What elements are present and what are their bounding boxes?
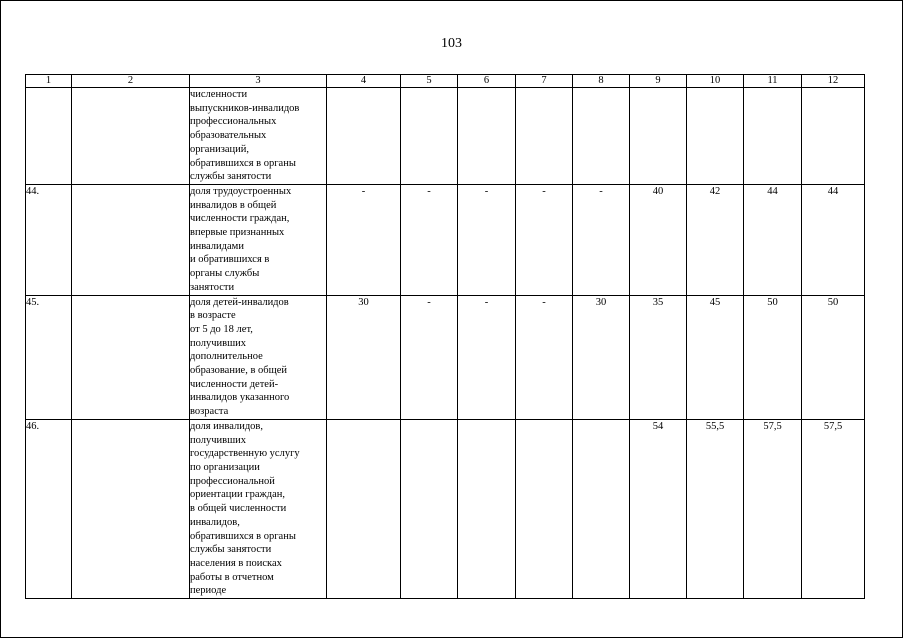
value-cell: - xyxy=(458,295,516,419)
description-line: работы в отчетном xyxy=(190,571,274,583)
indicator-description-cell xyxy=(190,184,327,295)
table-row xyxy=(26,184,865,295)
description-line: от 5 до 18 лет, xyxy=(190,323,253,335)
description-line: образовательных xyxy=(190,130,267,142)
column-header: 12 xyxy=(802,75,865,88)
description-line: в общей численности xyxy=(190,503,287,515)
value-cell xyxy=(573,88,630,185)
value-cell: 44 xyxy=(744,184,802,295)
column-header: 1 xyxy=(26,75,72,88)
column-header: 2 xyxy=(72,75,190,88)
row-number-cell xyxy=(26,88,72,185)
description-line: профессиональной xyxy=(190,475,275,487)
description-line: численности xyxy=(190,89,248,100)
description-line: инвалидами xyxy=(190,240,244,252)
description-line: получивших xyxy=(190,337,247,349)
description-line: дополнительное xyxy=(190,351,263,363)
value-cell: 30 xyxy=(573,295,630,419)
value-cell: 30 xyxy=(327,295,401,419)
column-header: 5 xyxy=(401,75,458,88)
description-line: профессиональных xyxy=(190,116,277,128)
value-cell xyxy=(327,88,401,185)
table-body xyxy=(26,88,865,599)
value-cell: - xyxy=(516,184,573,295)
description-line: в возрасте xyxy=(190,310,236,322)
value-cell xyxy=(630,88,687,185)
column-header: 8 xyxy=(573,75,630,88)
value-cell xyxy=(327,419,401,598)
value-cell: - xyxy=(573,184,630,295)
column-header: 9 xyxy=(630,75,687,88)
description-line: ориентации граждан, xyxy=(190,489,285,501)
description-line: организаций, xyxy=(190,143,249,155)
column-2-cell xyxy=(72,88,190,185)
description-line: выпускников-инвалидов xyxy=(190,102,300,114)
value-cell xyxy=(401,88,458,185)
value-cell: 54 xyxy=(630,419,687,598)
table-row xyxy=(26,295,865,419)
description-line: доля трудоустроенных xyxy=(190,185,292,197)
value-cell: 55,5 xyxy=(687,419,744,598)
table-row xyxy=(26,419,865,598)
value-cell xyxy=(516,419,573,598)
row-number-cell: 46. xyxy=(26,419,72,598)
description-line: по организации xyxy=(190,461,260,473)
column-header: 3 xyxy=(190,75,327,88)
description-line: обратившихся в органы xyxy=(190,530,296,542)
value-cell: - xyxy=(327,184,401,295)
row-number-cell: 45. xyxy=(26,295,72,419)
value-cell: 50 xyxy=(802,295,865,419)
indicators-table xyxy=(25,74,865,599)
indicator-description-cell xyxy=(190,88,327,185)
description-line: впервые признанных xyxy=(190,227,285,239)
description-line: и обратившихся в xyxy=(190,254,270,266)
description-line: инвалидов, xyxy=(190,516,240,528)
value-cell: 57,5 xyxy=(802,419,865,598)
value-cell: 57,5 xyxy=(744,419,802,598)
description-line: доля инвалидов, xyxy=(190,420,263,432)
description-line: занятости xyxy=(190,281,235,293)
description-line: численности детей- xyxy=(190,378,279,390)
indicator-description-cell xyxy=(190,295,327,419)
indicator-description-cell xyxy=(190,419,327,598)
description-line: инвалидов указанного xyxy=(190,392,290,404)
column-2-cell xyxy=(72,419,190,598)
value-cell: 42 xyxy=(687,184,744,295)
page-number: 103 xyxy=(441,36,462,51)
column-2-cell xyxy=(72,184,190,295)
value-cell: 40 xyxy=(630,184,687,295)
value-cell xyxy=(516,88,573,185)
value-cell: - xyxy=(516,295,573,419)
value-cell xyxy=(802,88,865,185)
description-line: службы занятости xyxy=(190,544,272,556)
description-line: службы занятости xyxy=(190,171,272,183)
column-header: 6 xyxy=(458,75,516,88)
table-row xyxy=(26,88,865,185)
column-header: 11 xyxy=(744,75,802,88)
description-line: обратившихся в органы xyxy=(190,157,296,169)
column-header: 7 xyxy=(516,75,573,88)
value-cell: - xyxy=(401,184,458,295)
column-2-cell xyxy=(72,295,190,419)
value-cell xyxy=(687,88,744,185)
description-line: получивших xyxy=(190,434,247,446)
description-line: инвалидов в общей xyxy=(190,199,277,211)
description-line: возраста xyxy=(190,406,229,418)
value-cell: 44 xyxy=(802,184,865,295)
value-cell xyxy=(744,88,802,185)
value-cell: 35 xyxy=(630,295,687,419)
value-cell: - xyxy=(401,295,458,419)
value-cell xyxy=(458,419,516,598)
description-line: органы службы xyxy=(190,268,260,280)
description-line: государственную услугу xyxy=(190,448,300,460)
value-cell xyxy=(401,419,458,598)
value-cell xyxy=(458,88,516,185)
value-cell xyxy=(573,419,630,598)
row-number-cell: 44. xyxy=(26,184,72,295)
column-header: 10 xyxy=(687,75,744,88)
value-cell: 45 xyxy=(687,295,744,419)
value-cell: - xyxy=(458,184,516,295)
value-cell: 50 xyxy=(744,295,802,419)
description-line: доля детей-инвалидов xyxy=(190,296,289,308)
column-header: 4 xyxy=(327,75,401,88)
description-line: численности граждан, xyxy=(190,213,290,225)
description-line: образование, в общей xyxy=(190,365,288,377)
description-line: периоде xyxy=(190,585,227,597)
table-header-row xyxy=(26,75,865,88)
description-line: населения в поисках xyxy=(190,557,282,569)
